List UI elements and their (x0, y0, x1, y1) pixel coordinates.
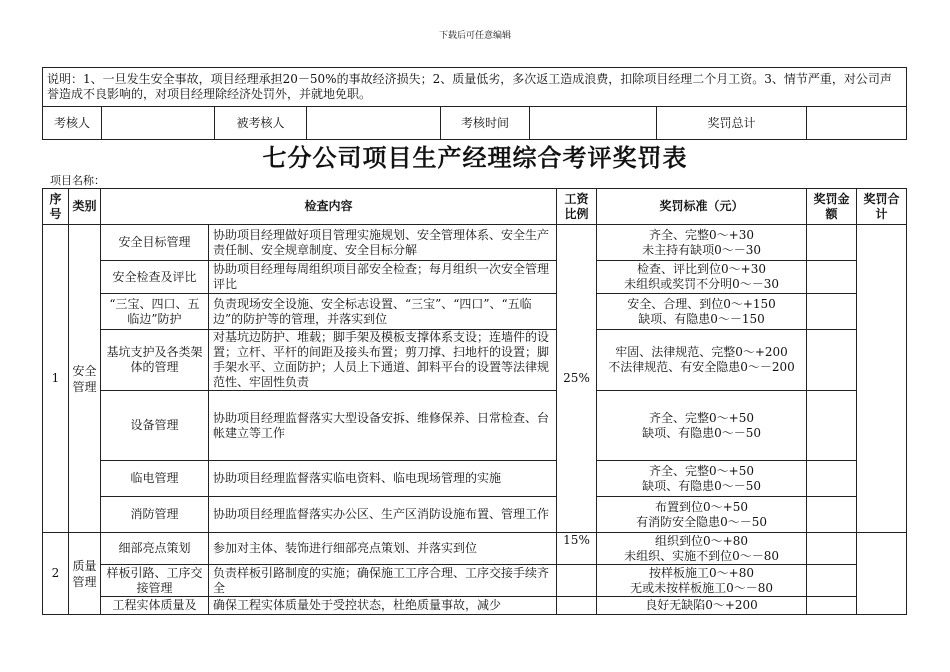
item-standard (597, 261, 807, 294)
standard-line: 组织到位0～+80 (655, 533, 748, 548)
item-content: 协助项目经理监督落实大型设备安拆、维修保养、日常检查、台帐建立等工作 (209, 391, 557, 461)
note-table (42, 67, 907, 140)
amount-cell[interactable] (807, 533, 857, 565)
item-standard (597, 565, 807, 597)
header-sum: 奖罚合计 (857, 189, 907, 225)
sum-cell[interactable] (857, 225, 907, 533)
standard-line: 缺项、有隐患0～－50 (642, 425, 761, 440)
table-row (43, 565, 907, 597)
row-category: 质量管理 (69, 533, 101, 615)
standard-line: 按样板施工0～+80 (649, 565, 754, 580)
row-seq: 1 (43, 225, 69, 533)
standard-line: 缺项、有隐患0～－50 (642, 478, 761, 493)
amount-cell[interactable] (807, 330, 857, 391)
row-category: 安全管理 (69, 225, 101, 533)
item-standard (597, 597, 807, 615)
item-name: 细部亮点策划 (101, 533, 209, 565)
header-seq: 序号 (43, 189, 69, 225)
total-value[interactable] (807, 107, 907, 140)
total-label: 奖罚总计 (657, 107, 807, 140)
standard-line: 良好无缺陷0～+200 (645, 598, 758, 612)
standard-line: 未组织或奖罚不分明0～－30 (624, 277, 779, 291)
item-content: 协助项目经理做好项目管理实施规划、安全管理体系、安全生产责任制、安全规章制度、安全目标分解 (209, 225, 557, 261)
item-standard (597, 391, 807, 461)
item-content: 负责样板引路制度的实施；确保施工工序合理、工序交接手续齐全 (209, 565, 557, 597)
item-standard (597, 330, 807, 391)
table-row (43, 497, 907, 533)
item-name: 基坑支护及各类架体的管理 (101, 330, 209, 391)
standard-line: 齐全、完整0～+50 (649, 463, 754, 478)
standard-line: 检查、评比到位0～+30 (637, 262, 766, 276)
table-row (43, 225, 907, 261)
standard-line: 有消防安全隐患0～－50 (636, 514, 767, 529)
item-standard (597, 497, 807, 533)
item-name: 安全目标管理 (101, 225, 209, 261)
standard-line: 齐全、完整0～+30 (649, 227, 754, 242)
item-content: 确保工程实体质量处于受控状态，杜绝质量事故，减少 (209, 597, 557, 615)
row-ratio: 15% (557, 533, 597, 565)
amount-cell[interactable] (807, 294, 857, 330)
table-row (43, 461, 907, 497)
standard-line: 齐全、完整0～+50 (649, 410, 754, 425)
standard-line: 不法律规范、有安全隐患0～－200 (608, 360, 795, 374)
time-label: 考核时间 (441, 107, 530, 140)
item-content: 协助项目经理监督落实办公区、生产区消防设施布置、管理工作 (209, 497, 557, 533)
item-name: 临电管理 (101, 461, 209, 497)
assessor-label: 考核人 (43, 107, 102, 140)
header-ratio: 工资比例 (557, 189, 597, 225)
assessee-label: 被考核人 (215, 107, 307, 140)
header-category: 类别 (69, 189, 101, 225)
table-row (43, 294, 907, 330)
evaluation-table (42, 188, 907, 615)
item-name: 样板引路、工序交接管理 (101, 565, 209, 597)
amount-cell[interactable] (807, 565, 857, 597)
item-name: 设备管理 (101, 391, 209, 461)
row-ratio: 25% (557, 225, 597, 533)
row-seq: 2 (43, 533, 69, 615)
table-row (43, 330, 907, 391)
table-row (43, 597, 907, 615)
standard-line: 布置到位0～+50 (655, 499, 748, 514)
standard-line: 安全、合理、到位0～+150 (627, 296, 776, 311)
standard-line: 未主持有缺项0～－30 (642, 242, 761, 257)
item-name: 工程实体质量及 (101, 597, 209, 615)
item-standard (597, 461, 807, 497)
page-title: 七分公司项目生产经理综合考评奖罚表 (262, 144, 688, 172)
assessee-value[interactable] (307, 107, 441, 140)
project-name-label: 项目名称： (50, 174, 105, 187)
item-standard (597, 533, 807, 565)
item-name: “三宝、四口、五临边”防护 (101, 294, 209, 330)
row-ratio-empty (557, 565, 597, 597)
standard-line: 未组织、实施不到位0～－80 (624, 548, 779, 563)
standard-line: 牢固、法律规范、完整0～+200 (615, 345, 788, 359)
header-standard: 奖罚标准（元） (597, 189, 807, 225)
table-row (43, 533, 907, 565)
item-content: 协助项目经理每周组织项目部安全检查；每月组织一次安全管理评比 (209, 261, 557, 294)
item-content: 参加对主体、装饰进行细部亮点策划、并落实到位 (209, 533, 557, 565)
amount-cell[interactable] (807, 261, 857, 294)
item-standard (597, 225, 807, 261)
item-name: 安全检查及评比 (101, 261, 209, 294)
header-content: 检查内容 (101, 189, 557, 225)
instructions-note: 说明：1、一旦发生安全事故，项目经理承担20－50%的事故经济损失；2、质量低劣，多次返工造成浪费，扣除项目经理二个月工资。3、情节严重，对公司声誉造成不良影响的，对项目经理除经济处罚外，并就地免职。 (43, 68, 907, 107)
sum-cell[interactable] (857, 533, 907, 615)
item-content: 对基坑边防护、堆载；脚手架及模板支撑体系支设；连墙件的设置；立杆、平杆的间距及接头布置；剪刀撑、扫地杆的设置；脚手架水平、立面防护；人员上下通道、卸料平台的设置等法律规范性、牢固性负责 (209, 330, 557, 391)
row-ratio-empty (557, 597, 597, 615)
amount-cell[interactable] (807, 391, 857, 461)
table-row (43, 261, 907, 294)
standard-line: 无或未按样板施工0～－80 (630, 580, 773, 595)
item-standard (597, 294, 807, 330)
standard-line: 缺项、有隐患0～－150 (638, 311, 765, 326)
header-amount: 奖罚金额 (807, 189, 857, 225)
amount-cell[interactable] (807, 461, 857, 497)
assessor-value[interactable] (102, 107, 215, 140)
amount-cell[interactable] (807, 597, 857, 615)
item-content: 协助项目经理监督落实临电资料、临电现场管理的实施 (209, 461, 557, 497)
table-row (43, 391, 907, 461)
item-content: 负责现场安全设施、安全标志设置、“三宝”、“四口”、“五临边”的防护等的管理，并落实到位 (209, 294, 557, 330)
amount-cell[interactable] (807, 225, 857, 261)
time-value[interactable] (530, 107, 657, 140)
amount-cell[interactable] (807, 497, 857, 533)
watermark-text: 下载后可任意编辑 (438, 31, 511, 41)
item-name: 消防管理 (101, 497, 209, 533)
